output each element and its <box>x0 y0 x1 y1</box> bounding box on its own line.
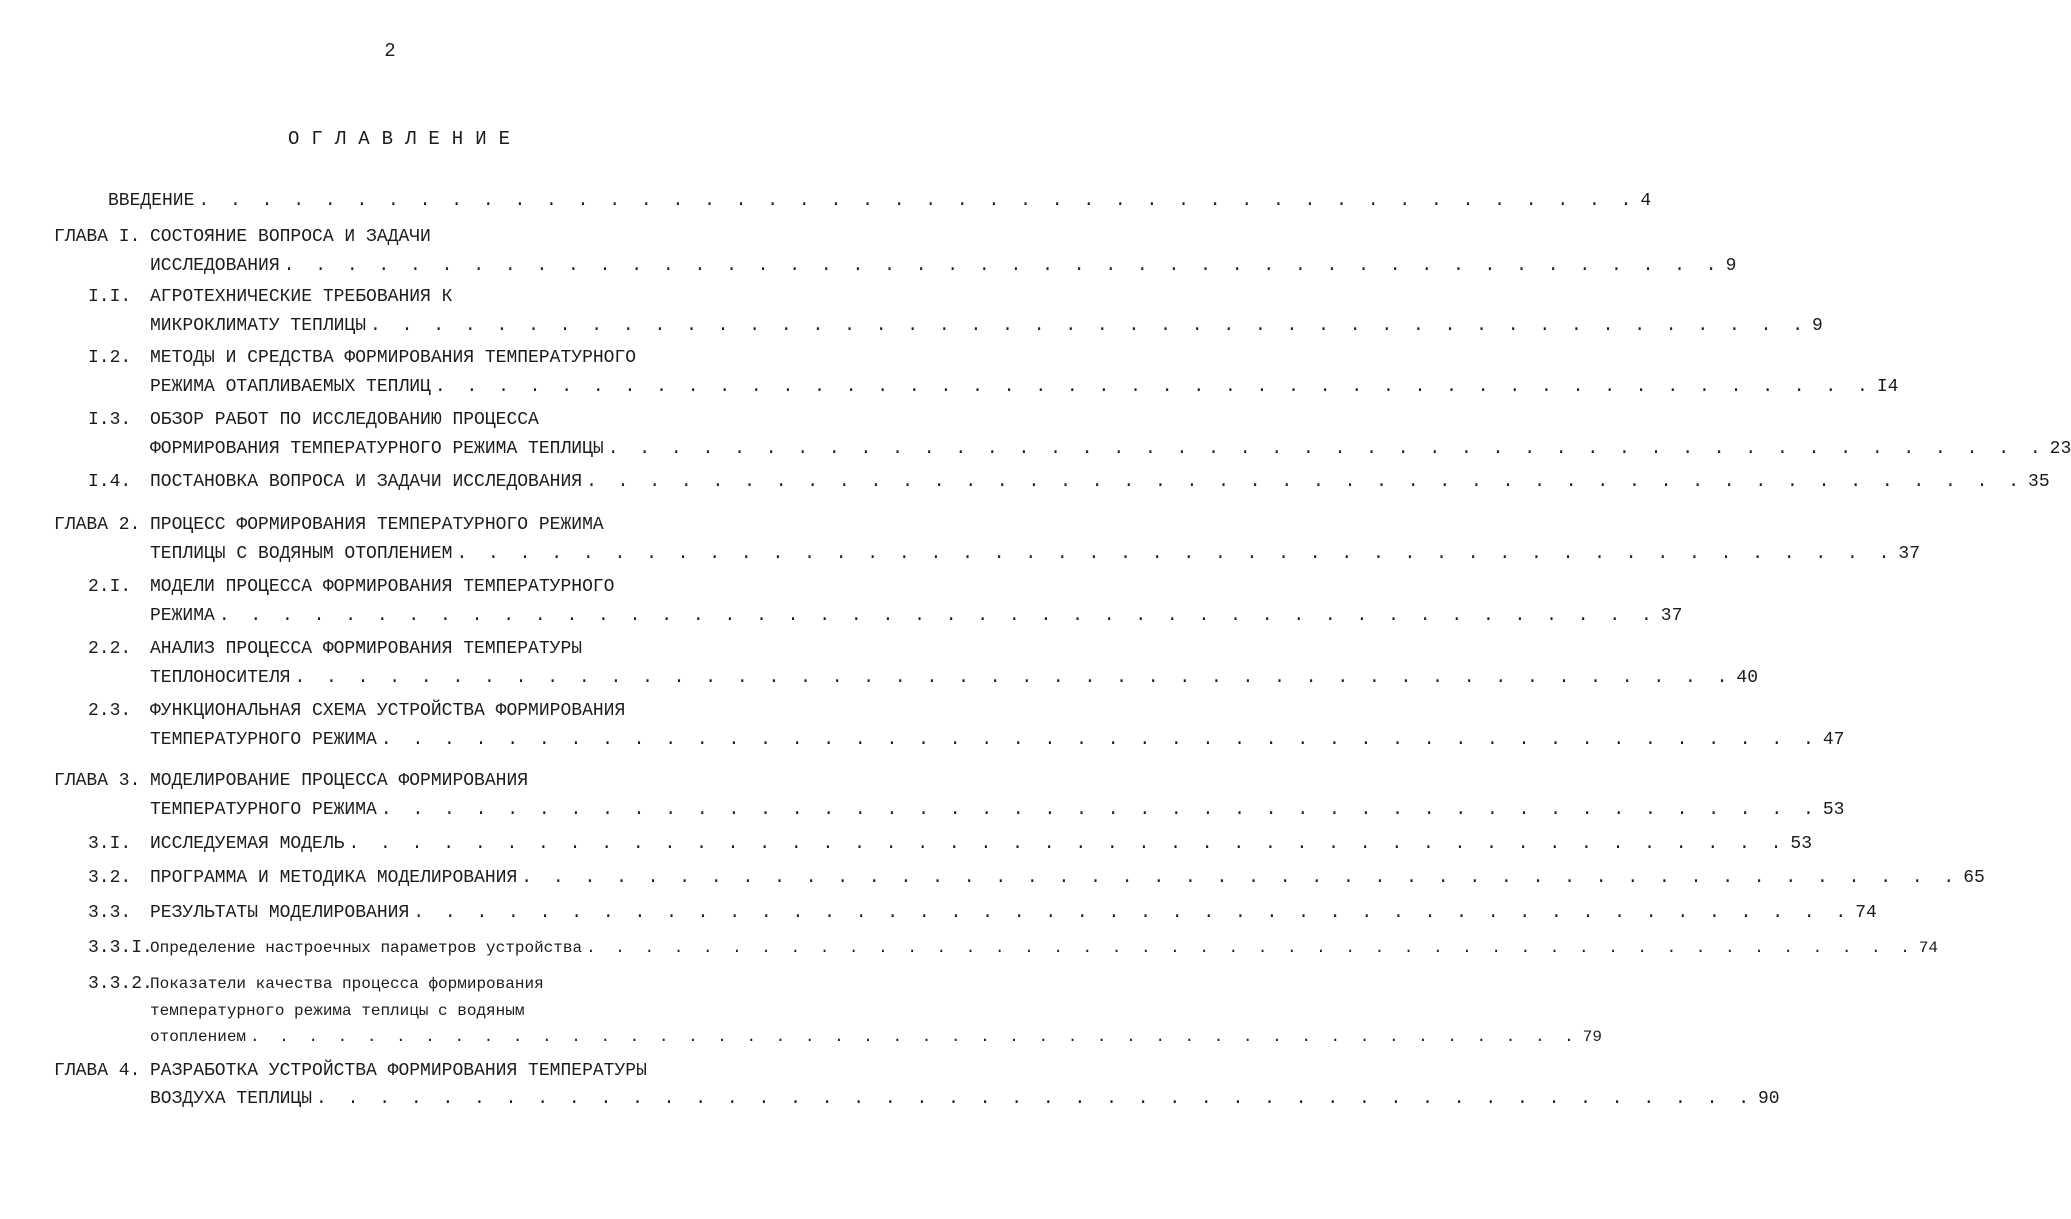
toc-entry-title: ФОРМИРОВАНИЯ ТЕМПЕРАТУРНОГО РЕЖИМА ТЕПЛИЦЫ <box>150 439 604 459</box>
toc-leader-dots: . . . . . . . . . . . . . . . . . . . . . . . . . . . . . . . . . . . . . . . . . . . . . . <box>348 834 1787 854</box>
toc-entry-number: ГЛАВА 4. <box>54 1061 141 1081</box>
toc-entry-number: 3.3.I. <box>88 938 153 958</box>
toc-entry-title: ВОЗДУХА ТЕПЛИЦЫ <box>150 1089 313 1109</box>
toc-entry-line <box>150 902 1877 924</box>
toc-page-number: 37 <box>1898 544 1921 564</box>
toc-heading: ОГЛАВЛЕНИЕ <box>287 128 523 150</box>
toc-leader-dots: . . . . . . . . . . . . . . . . . . . . . . . . . . . . . . . . . . . . . . . . . . . . . . <box>380 800 1819 820</box>
toc-page-number: 74 <box>1918 939 1939 957</box>
toc-entry-number: ГЛАВА I. <box>54 227 141 247</box>
toc-entry-line <box>150 729 1845 751</box>
toc-entry-line <box>108 190 1652 212</box>
toc-page-number: 40 <box>1736 668 1759 688</box>
toc-entry-number: 3.2. <box>88 868 132 888</box>
toc-page-number: 53 <box>1790 834 1813 854</box>
toc-entry-line <box>150 667 1759 689</box>
toc-entry-title: РЕЖИМА ОТАПЛИВАЕМЫХ ТЕПЛИЦ <box>150 377 431 397</box>
toc-entry-title: ТЕМПЕРАТУРНОГО РЕЖИМА <box>150 800 377 820</box>
toc-entry-title: ТЕПЛИЦЫ С ВОДЯНЫМ ОТОПЛЕНИЕМ <box>150 544 453 564</box>
toc-entry-title: ИССЛЕДОВАНИЯ <box>150 256 280 276</box>
toc-entry-line <box>150 605 1683 627</box>
toc-leader-dots: . . . . . . . . . . . . . . . . . . . . . . . . . . . . . . . . . . . . . . . . . . . . . . <box>283 256 1722 276</box>
toc-entry-number: I.2. <box>88 348 132 368</box>
toc-entry-title: МОДЕЛИРОВАНИЕ ПРОЦЕССА ФОРМИРОВАНИЯ <box>150 771 529 791</box>
toc-page-number: 65 <box>1963 868 1985 888</box>
toc-page-number: 4 <box>1640 191 1652 211</box>
toc-entry-title: РАЗРАБОТКА УСТРОЙСТВА ФОРМИРОВАНИЯ ТЕМПЕРАТУРЫ <box>150 1061 647 1081</box>
toc-entry-title: ТЕМПЕРАТУРНОГО РЕЖИМА <box>150 730 377 750</box>
page-number: 2 <box>384 40 396 62</box>
toc-entry-title: АГРОТЕХНИЧЕСКИЕ ТРЕБОВАНИЯ К <box>150 287 453 307</box>
toc-entry-title: РЕЖИМА <box>150 606 215 626</box>
toc-entry-title: Показатели качества процесса формирования <box>150 975 544 993</box>
toc-leader-dots: . . . . . . . . . . . . . . . . . . . . . . . . . . . . . . . . . . . . . . . . . . . . . . <box>434 377 1873 397</box>
toc-entry-title: ПОСТАНОВКА ВОПРОСА И ЗАДАЧИ ИССЛЕДОВАНИЯ <box>150 472 583 492</box>
toc-entry-title: СОСТОЯНИЕ ВОПРОСА И ЗАДАЧИ <box>150 227 431 247</box>
toc-page-number: 23 <box>2049 439 2071 459</box>
toc-entry-title: АНАЛИЗ ПРОЦЕССА ФОРМИРОВАНИЯ ТЕМПЕРАТУРЫ <box>150 639 583 659</box>
toc-entry-title: ТЕПЛОНОСИТЕЛЯ <box>150 668 291 688</box>
toc-leader-dots: . . . . . . . . . . . . . . . . . . . . . . . . . . . . . . . . . . . . . . . . . . . . . . <box>250 1028 1579 1046</box>
toc-entry-number: ГЛАВА 3. <box>54 771 141 791</box>
toc-leader-dots: . . . . . . . . . . . . . . . . . . . . . . . . . . . . . . . . . . . . . . . . . . . . . . <box>316 1089 1754 1109</box>
toc-leader-dots: . . . . . . . . . . . . . . . . . . . . . . . . . . . . . . . . . . . . . . . . . . . . . . <box>370 316 1809 336</box>
toc-page-number: 35 <box>2028 472 2050 492</box>
toc-leader-dots: . . . . . . . . . . . . . . . . . . . . . . . . . . . . . . . . . . . . . . . . . . . . . . <box>586 939 1915 957</box>
toc-entry-title: температурного режима теплицы с водяным <box>150 1002 525 1020</box>
toc-entry-title: ФУНКЦИОНАЛЬНАЯ СХЕМА УСТРОЙСТВА ФОРМИРОВАНИЯ <box>150 701 626 721</box>
toc-entry-title: ВВЕДЕНИЕ <box>108 191 195 211</box>
toc-page-number: 9 <box>1725 256 1737 276</box>
toc-leader-dots: . . . . . . . . . . . . . . . . . . . . . . . . . . . . . . . . . . . . . . . . . . . . . . <box>456 544 1895 564</box>
toc-entry-title: отоплением <box>150 1028 247 1046</box>
toc-entry-line <box>150 438 2071 460</box>
toc-leader-dots: . . . . . . . . . . . . . . . . . . . . . . . . . . . . . . . . . . . . . . . . . . . . . . <box>607 439 2046 459</box>
toc-entry-title: ИССЛЕДУЕМАЯ МОДЕЛЬ <box>150 834 345 854</box>
toc-entry-title: ПРОЦЕСС ФОРМИРОВАНИЯ ТЕМПЕРАТУРНОГО РЕЖИМА <box>150 515 604 535</box>
toc-entry-line <box>150 471 2050 493</box>
toc-entry-line <box>150 315 1823 337</box>
toc-page-number: 90 <box>1758 1089 1780 1109</box>
toc-entry-title: МОДЕЛИ ПРОЦЕССА ФОРМИРОВАНИЯ ТЕМПЕРАТУРНОГО <box>150 577 615 597</box>
toc-entry-number: ГЛАВА 2. <box>54 515 141 535</box>
toc-entry-title: РЕЗУЛЬТАТЫ МОДЕЛИРОВАНИЯ <box>150 903 410 923</box>
toc-leader-dots: . . . . . . . . . . . . . . . . . . . . . . . . . . . . . . . . . . . . . . . . . . . . . . <box>198 191 1637 211</box>
toc-entry-line <box>150 376 1899 398</box>
toc-entry-line <box>150 1026 1602 1048</box>
toc-page-number: 74 <box>1855 903 1877 923</box>
toc-page-number: 47 <box>1822 730 1845 750</box>
toc-entry-line <box>150 543 1921 565</box>
toc-page-number: 37 <box>1660 606 1683 626</box>
toc-entry-number: 2.I. <box>88 577 132 597</box>
toc-leader-dots: . . . . . . . . . . . . . . . . . . . . . . . . . . . . . . . . . . . . . . . . . . . . . . <box>413 903 1852 923</box>
toc-entry-number: 2.2. <box>88 639 132 659</box>
toc-entry-title: ПРОГРАММА И МЕТОДИКА МОДЕЛИРОВАНИЯ <box>150 868 518 888</box>
toc-entry-title: ОБЗОР РАБОТ ПО ИССЛЕДОВАНИЮ ПРОЦЕССА <box>150 410 539 430</box>
toc-leader-dots: . . . . . . . . . . . . . . . . . . . . . . . . . . . . . . . . . . . . . . . . . . . . . . <box>380 730 1819 750</box>
toc-entry-line <box>150 255 1737 277</box>
toc-page-number: 53 <box>1822 800 1845 820</box>
toc-entry-line <box>150 799 1845 821</box>
toc-leader-dots: . . . . . . . . . . . . . . . . . . . . . . . . . . . . . . . . . . . . . . . . . . . . . . <box>586 472 2025 492</box>
toc-entry-title: МИКРОКЛИМАТУ ТЕПЛИЦЫ <box>150 316 367 336</box>
toc-entry-line <box>150 937 1939 959</box>
toc-entry-line <box>150 833 1813 855</box>
toc-leader-dots: . . . . . . . . . . . . . . . . . . . . . . . . . . . . . . . . . . . . . . . . . . . . . . <box>294 668 1733 688</box>
toc-leader-dots: . . . . . . . . . . . . . . . . . . . . . . . . . . . . . . . . . . . . . . . . . . . . . . <box>218 606 1657 626</box>
toc-entry-number: 2.3. <box>88 701 132 721</box>
toc-entry-number: I.I. <box>88 287 132 307</box>
toc-entry-title: МЕТОДЫ И СРЕДСТВА ФОРМИРОВАНИЯ ТЕМПЕРАТУРНОГО <box>150 348 637 368</box>
toc-page-number: I4 <box>1876 377 1899 397</box>
toc-entry-title: Определение настроечных параметров устройства <box>150 939 583 957</box>
toc-entry-number: 3.3. <box>88 903 132 923</box>
toc-leader-dots: . . . . . . . . . . . . . . . . . . . . . . . . . . . . . . . . . . . . . . . . . . . . . . <box>521 868 1960 888</box>
toc-entry-number: 3.3.2. <box>88 974 153 994</box>
toc-entry-line <box>150 1088 1780 1110</box>
toc-page-number: 79 <box>1582 1028 1602 1046</box>
toc-entry-number: I.3. <box>88 410 132 430</box>
toc-page-number: 9 <box>1812 316 1823 336</box>
toc-entry-line <box>150 867 1985 889</box>
toc-entry-number: I.4. <box>88 472 132 492</box>
toc-entry-number: 3.I. <box>88 834 132 854</box>
